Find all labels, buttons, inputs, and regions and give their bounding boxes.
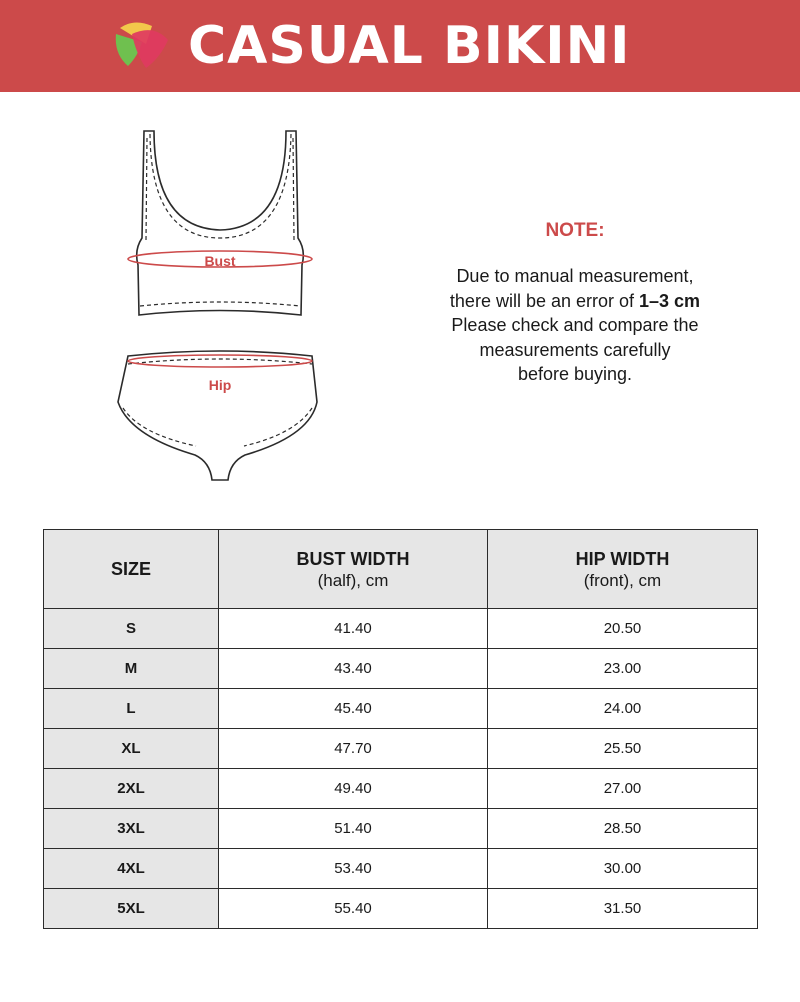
hip-cell: 25.50	[488, 729, 758, 769]
bust-cell: 49.40	[219, 769, 488, 809]
size-cell: M	[44, 649, 219, 689]
note-line-5: before buying.	[517, 364, 633, 384]
size-cell: 2XL	[44, 769, 219, 809]
table-row	[44, 849, 758, 889]
size-cell: 5XL	[44, 889, 219, 929]
brand-logo-icon	[112, 20, 172, 72]
table-row	[44, 769, 758, 809]
note-line-2	[400, 289, 750, 314]
note-error-range: 1–3 cm	[639, 290, 701, 311]
bust-cell: 43.40	[219, 649, 488, 689]
size-cell: S	[44, 609, 219, 649]
hip-cell: 23.00	[488, 649, 758, 689]
table-row	[44, 729, 758, 769]
size-cell: 3XL	[44, 809, 219, 849]
hip-cell: 20.50	[488, 609, 758, 649]
hip-label: Hip	[208, 377, 232, 393]
bust-label: Bust	[204, 253, 236, 269]
table-row	[44, 809, 758, 849]
bust-cell: 45.40	[219, 689, 488, 729]
table-header-row	[44, 530, 758, 609]
hip-cell: 28.50	[488, 809, 758, 849]
header-banner	[0, 0, 800, 92]
bust-cell: 55.40	[219, 889, 488, 929]
note-line-2-text: there will be an error of	[449, 290, 640, 311]
page-title: CASUAL BIKINI	[188, 16, 631, 76]
hip-cell: 31.50	[488, 889, 758, 929]
bust-column-header	[219, 530, 488, 609]
size-chart-table	[43, 529, 758, 929]
bikini-illustration	[110, 120, 330, 490]
size-cell: L	[44, 689, 219, 729]
hip-column-header	[488, 530, 758, 609]
table-row	[44, 609, 758, 649]
note-line-3: Please check and compare the	[451, 315, 699, 335]
table-row	[44, 889, 758, 929]
note-line-1: Due to manual measurement,	[456, 266, 694, 286]
note-line-4: measurements carefully	[479, 339, 671, 360]
table-row	[44, 689, 758, 729]
size-header-label: SIZE	[110, 559, 151, 579]
bikini-top-drawing	[137, 131, 304, 315]
hip-header-label: HIP WIDTH	[575, 548, 670, 569]
bust-cell: 51.40	[219, 809, 488, 849]
hip-cell: 27.00	[488, 769, 758, 809]
measurement-note	[400, 218, 750, 387]
hip-cell: 24.00	[488, 689, 758, 729]
bust-cell: 47.70	[219, 729, 488, 769]
note-title: NOTE:	[545, 220, 605, 241]
bust-header-label: BUST WIDTH	[296, 548, 410, 569]
size-column-header	[44, 530, 219, 609]
bikini-bottom-drawing	[118, 351, 317, 480]
bust-cell: 53.40	[219, 849, 488, 889]
size-cell: 4XL	[44, 849, 219, 889]
bust-cell: 41.40	[219, 609, 488, 649]
bust-header-sub: (half), cm	[317, 570, 389, 590]
hip-header-sub: (front), cm	[583, 570, 662, 590]
table-row	[44, 649, 758, 689]
size-cell: XL	[44, 729, 219, 769]
hip-cell: 30.00	[488, 849, 758, 889]
